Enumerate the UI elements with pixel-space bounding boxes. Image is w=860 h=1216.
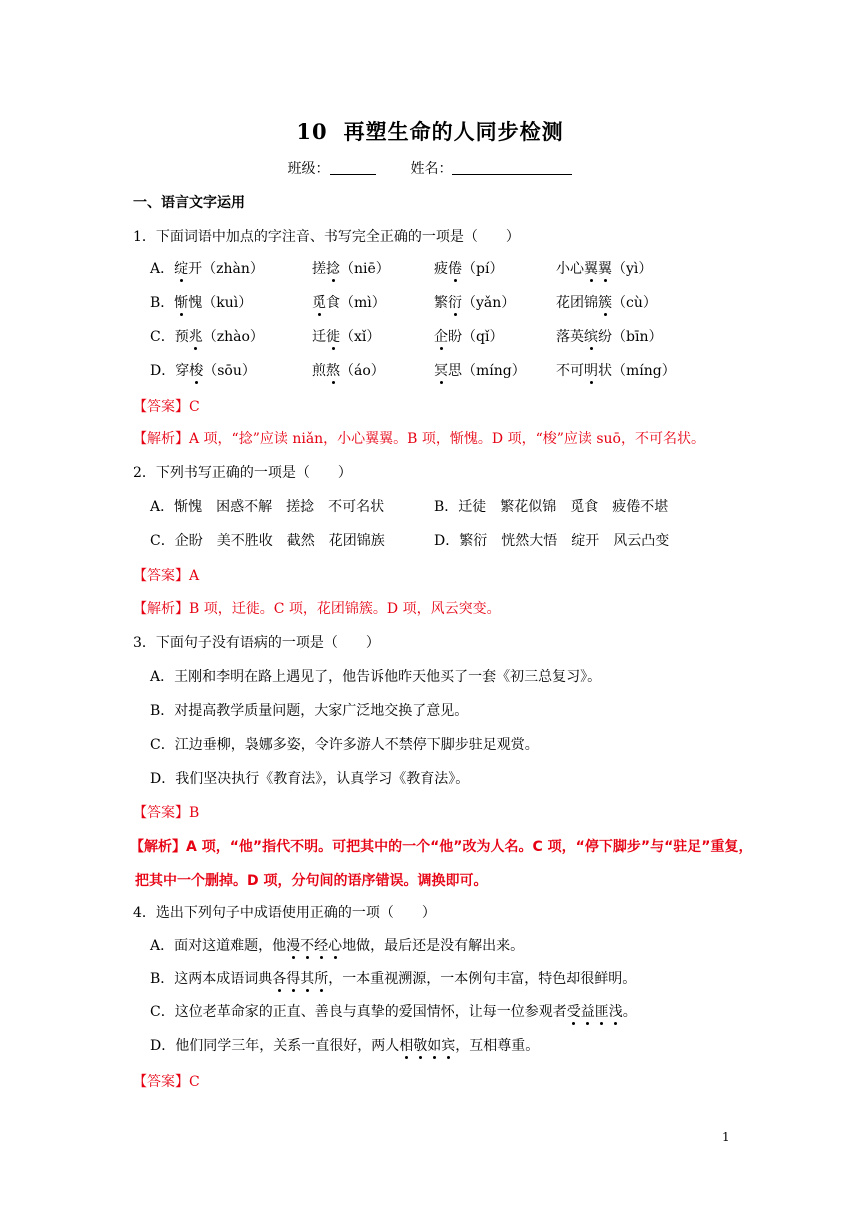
q1-b-word-2 — [312, 292, 386, 312]
q1-b-word-4 — [556, 292, 657, 312]
word-text: 小心 — [556, 261, 584, 277]
option-text: 。 — [622, 1004, 637, 1020]
question-1-stem: 1．下面词语中加点的字注音、书写完全正确的一项是（ ） — [133, 229, 520, 245]
word-text: （zhào） — [202, 329, 264, 345]
dotted-char: 翼 — [584, 261, 598, 277]
word-text: 开（zhàn） — [188, 261, 264, 277]
q3-option-c: C．江边垂柳，袅娜多姿，令许多游人不禁停下脚步驻足观赏。 — [150, 737, 539, 753]
dotted-char: 缤 — [584, 329, 598, 345]
dotted-char: 冥 — [434, 363, 448, 379]
dotted-char: 惭 — [174, 295, 189, 311]
word-text: 思（míng） — [448, 363, 526, 379]
word-text: 迁 — [312, 329, 326, 345]
analysis-tag: 【解析】 — [133, 601, 189, 617]
dotted-char: 经 — [314, 938, 329, 954]
dotted-char: 衍 — [448, 295, 462, 311]
dotted-char: 相 — [399, 1038, 414, 1054]
word-text: （pí） — [462, 261, 504, 277]
dotted-char: 所 — [314, 971, 329, 987]
q2-answer — [133, 565, 199, 585]
page-number: 1 — [722, 1130, 730, 1144]
class-name-line — [0, 158, 860, 178]
answer-tag: 【答案】 — [133, 805, 189, 821]
answer-value: A — [189, 568, 200, 584]
q1-option-b — [150, 292, 252, 312]
page-title — [0, 116, 860, 146]
analysis-text: A 项，“捻”应读 niǎn，小心翼翼。B 项，惭愧。D 项，“梭”应读 suō，不可名状。 — [189, 431, 705, 447]
option-text: C．这位老革命家的正直、善良与真挚的爱国情怀，让每一位参观者 — [150, 1004, 567, 1020]
dotted-char: 各 — [272, 971, 287, 987]
answer-value: B — [189, 805, 200, 821]
q1-option-a — [150, 258, 264, 278]
dotted-char: 梭 — [189, 363, 204, 379]
word-text: 搓 — [312, 261, 326, 277]
dotted-char — [584, 261, 612, 277]
dotted-idiom — [272, 971, 328, 987]
q4-option-a — [150, 935, 524, 955]
class-blank — [330, 160, 376, 175]
word-text: （yǎn） — [462, 295, 516, 311]
dotted-char: 簇 — [598, 295, 612, 311]
dotted-char: 浅 — [608, 1004, 623, 1020]
dotted-char: 熬 — [326, 363, 340, 379]
dotted-char: 心 — [328, 938, 343, 954]
word-text: 愧（kuì） — [188, 295, 253, 311]
dotted-char: 捻 — [326, 261, 340, 277]
q3-option-a: A．王刚和李明在路上遇见了，他告诉他昨天他买了一套《初三总复习》。 — [150, 669, 602, 685]
answer-tag: 【答案】 — [133, 1074, 189, 1090]
q1-a-word-2 — [312, 258, 390, 278]
dotted-char: 企 — [434, 329, 448, 345]
q4-option-d — [150, 1035, 539, 1055]
option-letter: B． — [150, 295, 175, 311]
word-text: 煎 — [312, 363, 326, 379]
word-text: 落英 — [556, 329, 584, 345]
question-4-stem: 4．选出下列句子中成语使用正确的一项（ ） — [133, 905, 436, 921]
word-text: 纷（bīn） — [598, 329, 663, 345]
lesson-number: 10 — [296, 119, 328, 144]
q1-analysis — [133, 428, 705, 448]
dotted-char: 匪 — [594, 1004, 609, 1020]
q4-answer — [133, 1071, 200, 1091]
word-text: 盼（qǐ） — [448, 329, 504, 345]
dotted-char: 益 — [580, 1004, 595, 1020]
answer-tag: 【答案】 — [133, 399, 189, 415]
name-label: 姓名： — [410, 161, 453, 177]
answer-tag: 【答案】 — [133, 568, 189, 584]
option-text: D．他们同学三年，关系一直很好，两人 — [150, 1038, 400, 1054]
q1-d-word-3 — [434, 360, 526, 380]
word-text: （niē） — [340, 261, 390, 277]
analysis-tag: 【解析】 — [133, 431, 189, 447]
dotted-char: 得 — [286, 971, 301, 987]
title-text: 再塑生命的人同步检测 — [343, 119, 564, 144]
dotted-char: 宾 — [441, 1038, 456, 1054]
q3-analysis-line-2: 把其中一个删掉。D 项，分句间的语序错误。调换即可。 — [135, 873, 488, 889]
name-blank — [452, 160, 572, 175]
q2-option-b: B．迁徒 繁花似锦 觅食 疲倦不堪 — [434, 499, 669, 515]
dotted-char: 如 — [427, 1038, 442, 1054]
word-text: 穿 — [175, 363, 190, 379]
word-text: （cù） — [612, 295, 657, 311]
dotted-char: 兆 — [188, 329, 203, 345]
answer-value: C — [189, 399, 200, 415]
option-text: 地做，最后还是没有解出来。 — [342, 938, 525, 954]
question-3-stem: 3．下面句子没有语病的一项是（ ） — [133, 635, 380, 651]
q1-d-word-2 — [312, 360, 385, 380]
word-text: 状（míng） — [598, 363, 676, 379]
q1-a-word-4 — [556, 258, 652, 278]
q2-analysis — [133, 598, 501, 618]
q3-option-b: B．对提高教学质量问题，大家广泛地交换了意见。 — [150, 703, 469, 719]
answer-value: C — [189, 1074, 200, 1090]
dotted-char: 漫 — [286, 938, 301, 954]
word-text: 花团锦 — [556, 295, 598, 311]
q2-option-c: C．企盼 美不胜收 截然 花团锦族 — [150, 533, 385, 549]
q4-option-b — [150, 968, 636, 988]
q1-a-word-3 — [434, 258, 503, 278]
q1-d-word-4 — [556, 360, 676, 380]
option-letter: C． — [150, 329, 175, 345]
dotted-idiom — [286, 938, 342, 954]
dotted-char: 觅 — [312, 295, 326, 311]
dotted-char: 受 — [566, 1004, 581, 1020]
dotted-idiom — [399, 1038, 455, 1054]
dotted-char: 倦 — [448, 261, 462, 277]
q3-option-d: D．我们坚决执行《教育法》，认真学习《教育法》。 — [150, 771, 470, 787]
dotted-char: 敬 — [413, 1038, 428, 1054]
q1-c-word-3 — [434, 326, 503, 346]
word-text: 繁 — [434, 295, 448, 311]
q2-option-d: D．繁衍 恍然大悟 绽开 风云凸变 — [434, 533, 670, 549]
class-label: 班级： — [287, 161, 330, 177]
option-text: ，一本重视溯源，一本例句丰富，特色却很鲜明。 — [328, 971, 637, 987]
question-2-stem: 2．下列书写正确的一项是（ ） — [133, 465, 352, 481]
q1-c-word-2 — [312, 326, 380, 346]
option-letter: D． — [150, 363, 176, 379]
option-text: A．面对这道难题，他 — [150, 938, 287, 954]
dotted-idiom — [567, 1004, 623, 1020]
q1-answer — [133, 396, 200, 416]
word-text: 疲 — [434, 261, 448, 277]
word-text: 预 — [174, 329, 189, 345]
option-text: ，互相尊重。 — [455, 1038, 540, 1054]
word-text: （yì） — [612, 261, 653, 277]
q3-analysis-line-1: 【解析】A 项，“他”指代不明。可把其中的一个“他”改为人名。C 项，“停下脚步”与“驻足”重复， — [130, 839, 753, 855]
q4-option-c — [150, 1001, 637, 1021]
dotted-char: 绽 — [174, 261, 189, 277]
option-text: B．这两本成语词典 — [150, 971, 273, 987]
dotted-char: 徙 — [326, 329, 340, 345]
q1-option-d — [150, 360, 256, 380]
dotted-char: 其 — [300, 971, 315, 987]
dotted-char: 明 — [584, 363, 598, 379]
dotted-char: 不 — [300, 938, 315, 954]
word-text: （xǐ） — [340, 329, 381, 345]
section-heading: 一、语言文字运用 — [133, 195, 245, 211]
q2-option-a: A．惭愧 困惑不解 搓捻 不可名状 — [150, 499, 385, 515]
word-text: （áo） — [340, 363, 385, 379]
word-text: 不可 — [556, 363, 584, 379]
q3-answer — [133, 802, 199, 822]
option-letter: A． — [150, 261, 175, 277]
q1-b-word-3 — [434, 292, 515, 312]
word-text: （sōu） — [203, 363, 256, 379]
dotted-char: 翼 — [598, 261, 612, 277]
word-text: 食（mì） — [326, 295, 386, 311]
q1-c-word-4 — [556, 326, 662, 346]
analysis-text: B 项，迁徙。C 项，花团锦簇。D 项，风云突变。 — [189, 601, 501, 617]
q1-option-c — [150, 326, 264, 346]
